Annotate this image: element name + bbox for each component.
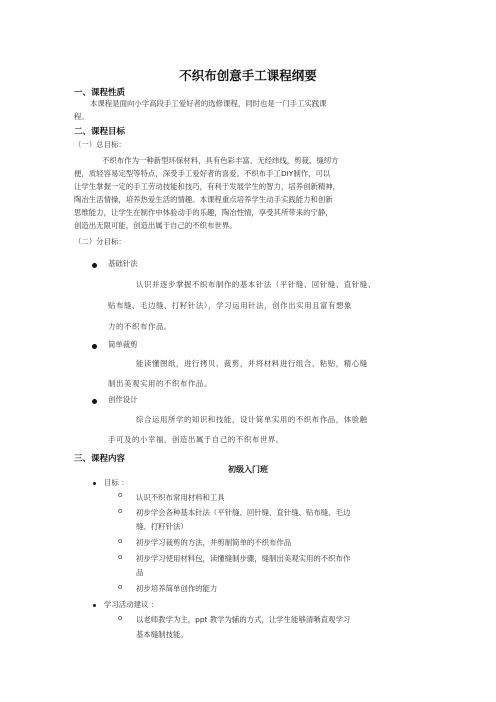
bullet-dot	[92, 263, 97, 268]
circle-bullet: o	[118, 507, 123, 515]
goal-line: 手可及的小幸福，创造出属于自己的不织布世界。	[108, 435, 284, 444]
total-goal-line: 思维能力，让学生在制作中体验动手的乐趣，陶冶性情，享受其所带来的宁静，	[74, 208, 333, 217]
circle-bullet: o	[118, 583, 123, 591]
document-title: 不织布创意手工课程纲要	[179, 68, 317, 83]
activity-item: 基本缝制技能。	[136, 630, 188, 639]
section-1-heading: 一、课程性质	[74, 88, 126, 98]
goal-line: 综合运用所学的知识和技能，设计简单实用的不织布作品，体验触	[136, 415, 368, 424]
bullet-dot	[92, 399, 97, 404]
goal-name: 简单裁剪	[108, 340, 138, 349]
total-goal-line: 不织布作为一种新型环保材料，具有色彩丰富、无经纬线，剪裁、缝纫方	[102, 156, 339, 165]
total-goal-line: 陶冶生活情操，培养热爱生活的情趣。本课程重点培养学生动手实践能力和创新	[74, 195, 333, 204]
goal-item: 品	[136, 568, 144, 577]
total-goal-label: （一）总目标：	[74, 140, 126, 149]
goal-item: 初步学会各种基本针法（平针缝、回针缝、直针缝、贴布缝、毛边	[136, 508, 351, 517]
circle-bullet: o	[118, 537, 123, 545]
list-bullet	[93, 482, 96, 485]
total-goal-line: 便，质轻容易定型等特点，深受手工爱好者的喜爱。不织布手工DIY制作，可以	[74, 169, 331, 178]
total-goal-line: 让学生掌握一定的手工劳动技能和技巧，有利于发展学生的智力，培养创新精神，	[74, 182, 341, 191]
circle-bullet: o	[118, 614, 123, 622]
goal-name: 创作设计	[108, 395, 138, 404]
goal-line: 力的不织布作品。	[108, 322, 172, 331]
total-goal-line: 创造出无限可能，创造出属于自己的不织布世界。	[74, 221, 237, 230]
circle-bullet: o	[118, 491, 123, 499]
sub-goal-label: （二）分目标：	[74, 237, 126, 246]
circle-bullet: o	[118, 553, 123, 561]
section-1-line: 本课程是面向小学高段手工爱好者的选修课程，同时也是一门手工实践课	[90, 99, 327, 108]
goal-item: 认识不织布常用材料和工具	[136, 493, 225, 502]
section-1-line: 程。	[74, 112, 89, 121]
goal-line: 制出美观实用的不织布作品。	[108, 379, 212, 388]
section-3-heading: 三、课程内容	[74, 454, 126, 464]
activity-item: 以老师教学为主，ppt 教学为辅的方式，让学生能够清晰直观学习	[136, 615, 351, 624]
list-bullet	[93, 604, 96, 607]
goal-name: 基础针法	[108, 259, 138, 268]
goal-item: 初步学习使用材料包，读懂缝制步骤，缝制出美观实用的不织布作	[136, 554, 351, 563]
level-title: 初级入门班	[228, 465, 268, 474]
section-2-heading: 二、课程目标	[74, 127, 126, 137]
goal-line: 能读懂图纸，进行拷贝、裁剪，并将材料进行组合、粘贴，精心缝	[136, 359, 368, 368]
goal-line: 认识并逐步掌握不织布制作的基本针法（平针缝、回针缝、直针缝、	[136, 280, 376, 289]
bullet-dot	[92, 344, 97, 349]
goal-item: 初步学习裁剪的方法，并剪制简单的不织布作品	[136, 538, 292, 547]
goal-items-label: 目标 ：	[104, 478, 129, 487]
goal-line: 贴布缝、毛边缝、打籽针法），学习运用针法，创作出实用且富有想象	[108, 301, 353, 310]
goal-item: 缝、打籽针法）	[136, 522, 188, 531]
goal-item: 初步培养简单创作的能力	[136, 584, 218, 593]
activity-label: 学习活动建议 ：	[104, 600, 159, 609]
